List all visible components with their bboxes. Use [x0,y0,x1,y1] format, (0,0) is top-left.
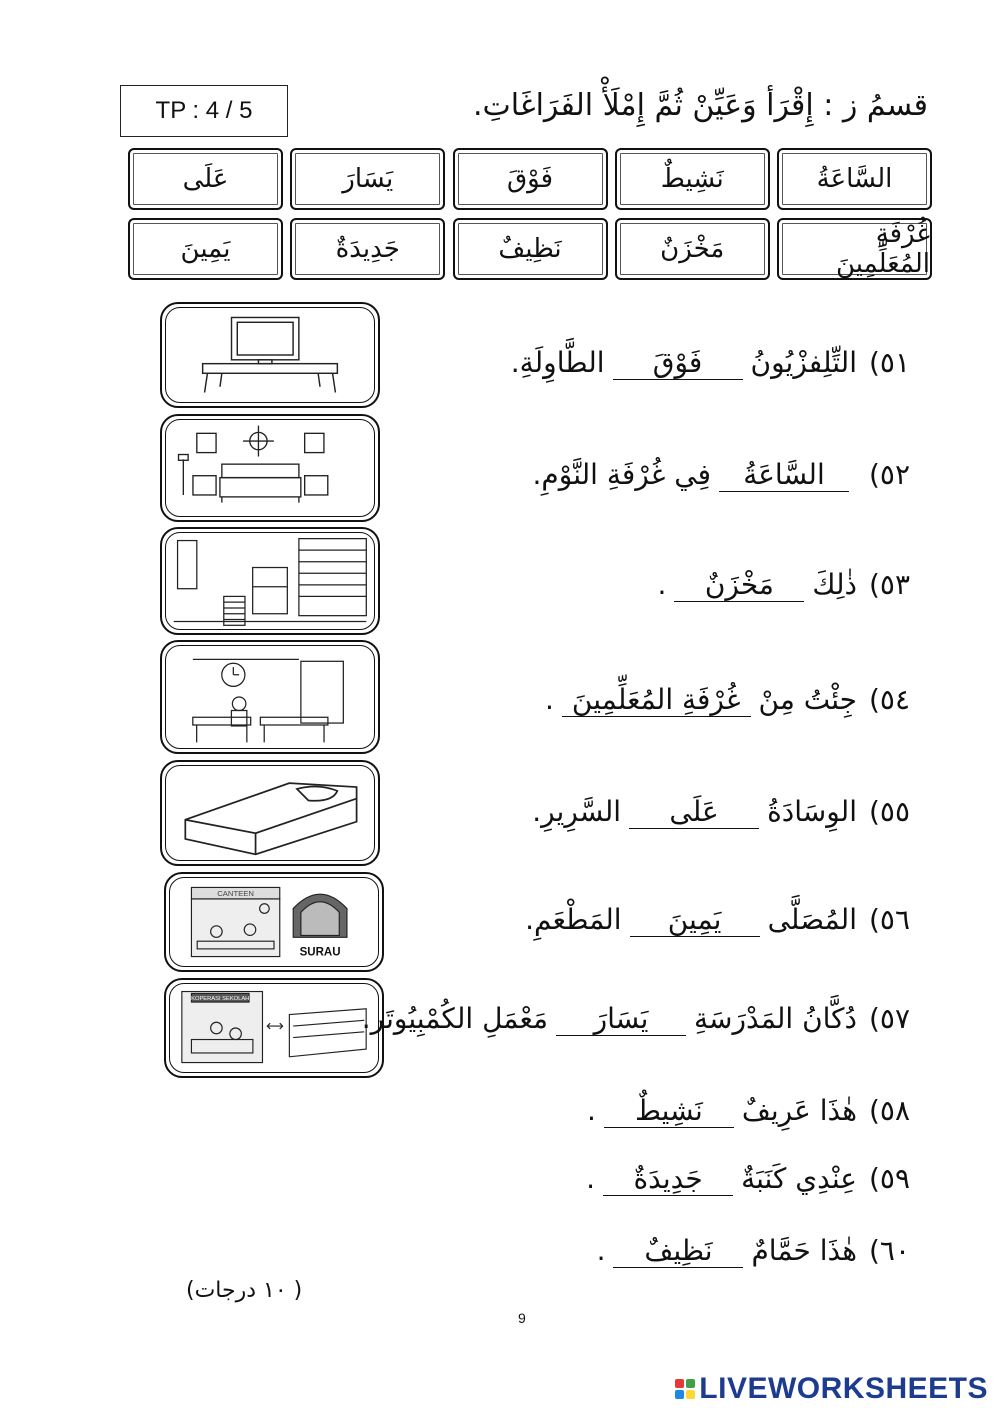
question-text-after: . [657,568,667,601]
question-number: ٥٤) [868,683,910,716]
answer-blank[interactable]: مَخْزَنٌ [674,570,804,602]
word-bank-row-1 [128,148,932,210]
question-text-after: المَطْعَمِ. [525,903,622,936]
liveworksheets-logo-icon [675,1379,695,1399]
word-bank-item: جَدِيدَةٌ [290,218,445,280]
word-bank-item: يَمِينَ [128,218,283,280]
question-text-before: هٰذَا عَرِيفٌ [741,1094,857,1127]
total-marks: ( ١٠ درجات) [186,1278,303,1303]
page-number: 9 [518,1310,526,1326]
question-number: ٦٠) [868,1234,910,1267]
question-56 [525,903,910,937]
question-text-after: . [544,683,554,716]
word-bank-item: السَّاعَةُ [777,148,932,210]
question-text-after: . [587,1094,596,1127]
question-text-after: مَعْمَلِ الكُمْبِيُوتَر. [361,1002,548,1035]
question-text-before: الوِسَادَةُ [767,795,857,828]
word-bank-item: مَخْزَنٌ [615,218,770,280]
teachers-room-picture [160,640,380,754]
question-text-before: عِنْدِي كَنَبَةٌ [741,1162,857,1195]
question-number: ٥٩) [868,1162,910,1195]
question-number: ٥٣) [868,568,910,601]
question-53 [657,568,910,602]
bed-picture [160,760,380,866]
question-text-after: . [596,1234,606,1267]
liveworksheets-logo[interactable] [675,1372,988,1406]
question-55 [532,795,910,829]
storeroom-picture [160,527,380,635]
bedroom-picture [160,414,380,522]
question-number: ٥١) [868,346,910,379]
question-number: ٥٧) [868,1002,910,1035]
question-text-before: ذٰلِكَ [812,568,857,601]
question-text-before: هٰذَا حَمَّامٌ [751,1234,857,1267]
question-52 [533,458,911,492]
word-bank-row-2 [128,218,932,280]
question-text-after: الطَّاوِلَةِ. [510,346,605,379]
tv-on-table-picture [160,302,380,408]
question-51 [511,346,910,380]
answer-blank[interactable]: يَسَارَ [556,1004,686,1036]
logo-text: LIVEWORKSHEETS [699,1372,988,1405]
question-text-after: . [586,1162,596,1195]
word-bank-item: نَظِيفٌ [453,218,608,280]
question-57 [362,1002,910,1036]
question-text-before: المُصَلَّى [767,903,857,936]
word-bank-item: غُرْفَةِ المُعَلِّمِينَ [777,218,932,280]
surau-label-text: SURAU [299,946,341,959]
question-text-before: جِئْتُ مِنْ [758,683,857,716]
word-bank [128,148,932,288]
question-number: ٥٦) [868,903,910,936]
koperasi-sign-text: KOPERASI SEKOLAH [191,996,250,1003]
question-60 [597,1234,910,1268]
word-bank-item: يَسَارَ [290,148,445,210]
koperasi-computer-lab-picture [164,978,384,1078]
question-text-after: السَّرِيرِ. [532,795,622,828]
question-58 [587,1094,910,1128]
question-text-before: دُكَّانُ المَدْرَسَةِ [694,1002,857,1035]
tp-level-box: TP : 4 / 5 [120,85,288,137]
answer-blank[interactable]: عَلَى [629,797,759,829]
answer-blank[interactable]: فَوْقَ [613,348,743,380]
question-text-before: التِّلِفزْيُونُ [750,346,857,379]
word-bank-item: نَشِيطٌ [615,148,770,210]
question-number: ٥٨) [868,1094,910,1127]
answer-blank[interactable]: السَّاعَةُ [719,460,849,492]
answer-blank[interactable]: غُرْفَةِ المُعَلِّمِينَ [562,685,751,717]
answer-blank[interactable]: نَظِيفٌ [613,1236,743,1268]
question-59 [586,1162,910,1196]
canteen-sign-text: CANTEEN [217,889,254,899]
word-bank-item: فَوْقَ [453,148,608,210]
question-text-after: فِي غُرْفَةِ النَّوْمِ. [532,458,711,491]
question-number: ٥٥) [868,795,910,828]
question-54 [545,683,910,717]
answer-blank[interactable]: نَشِيطٌ [604,1096,734,1128]
section-heading: قسمُ ز : إِقْرَأ وَعَيِّنْ ثُمَّ إِمْلَأْ الفَرَاغَاتِ. [472,88,928,123]
question-number: ٥٢) [868,458,910,491]
word-bank-item: عَلَى [128,148,283,210]
answer-blank[interactable]: جَدِيدَةٌ [603,1164,733,1196]
answer-blank[interactable]: يَمِينَ [630,905,760,937]
canteen-surau-picture [164,872,384,972]
